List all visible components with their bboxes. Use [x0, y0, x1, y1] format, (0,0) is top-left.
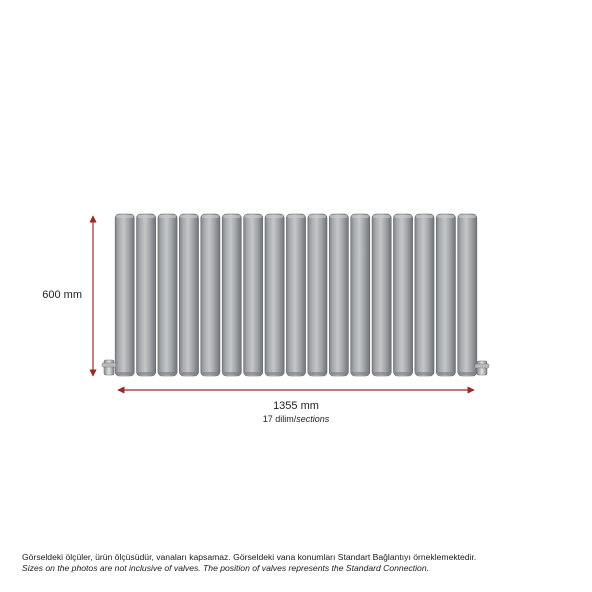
radiator-section [222, 214, 241, 376]
radiator-section [372, 214, 391, 376]
radiator-body [115, 214, 477, 376]
right-valve-icon [475, 361, 489, 375]
caption-turkish: Görseldeki ölçüler, ürün ölçüsüdür, vanaları kapsamaz. Görseldeki vana konumları Standart Bağlantıyı örneklemektedir. [22, 552, 477, 562]
radiator-section [265, 214, 284, 376]
radiator-section [179, 214, 198, 376]
sections-label-prefix: 17 dilim/ [262, 414, 297, 424]
radiator-section [137, 214, 156, 376]
radiator-section [351, 214, 370, 376]
disclaimer-caption [22, 552, 582, 574]
radiator-section [393, 214, 412, 376]
left-valve-icon [102, 360, 116, 375]
radiator-section [244, 214, 263, 376]
radiator-section [115, 214, 134, 376]
radiator-section [458, 214, 477, 376]
radiator-section [415, 214, 434, 376]
caption-english: Sizes on the photos are not inclusive of valves. The position of valves represents the Standard Connection. [22, 563, 430, 573]
radiator-section [158, 214, 177, 376]
sections-label-suffix: sections [296, 414, 330, 424]
radiator-section [286, 214, 305, 376]
radiator-section [436, 214, 455, 376]
height-label: 600 mm [42, 289, 82, 301]
radiator-section [329, 214, 348, 376]
sections-label [263, 414, 330, 424]
radiator-section [201, 214, 220, 376]
width-label: 1355 mm [273, 400, 319, 412]
radiator-section [308, 214, 327, 376]
